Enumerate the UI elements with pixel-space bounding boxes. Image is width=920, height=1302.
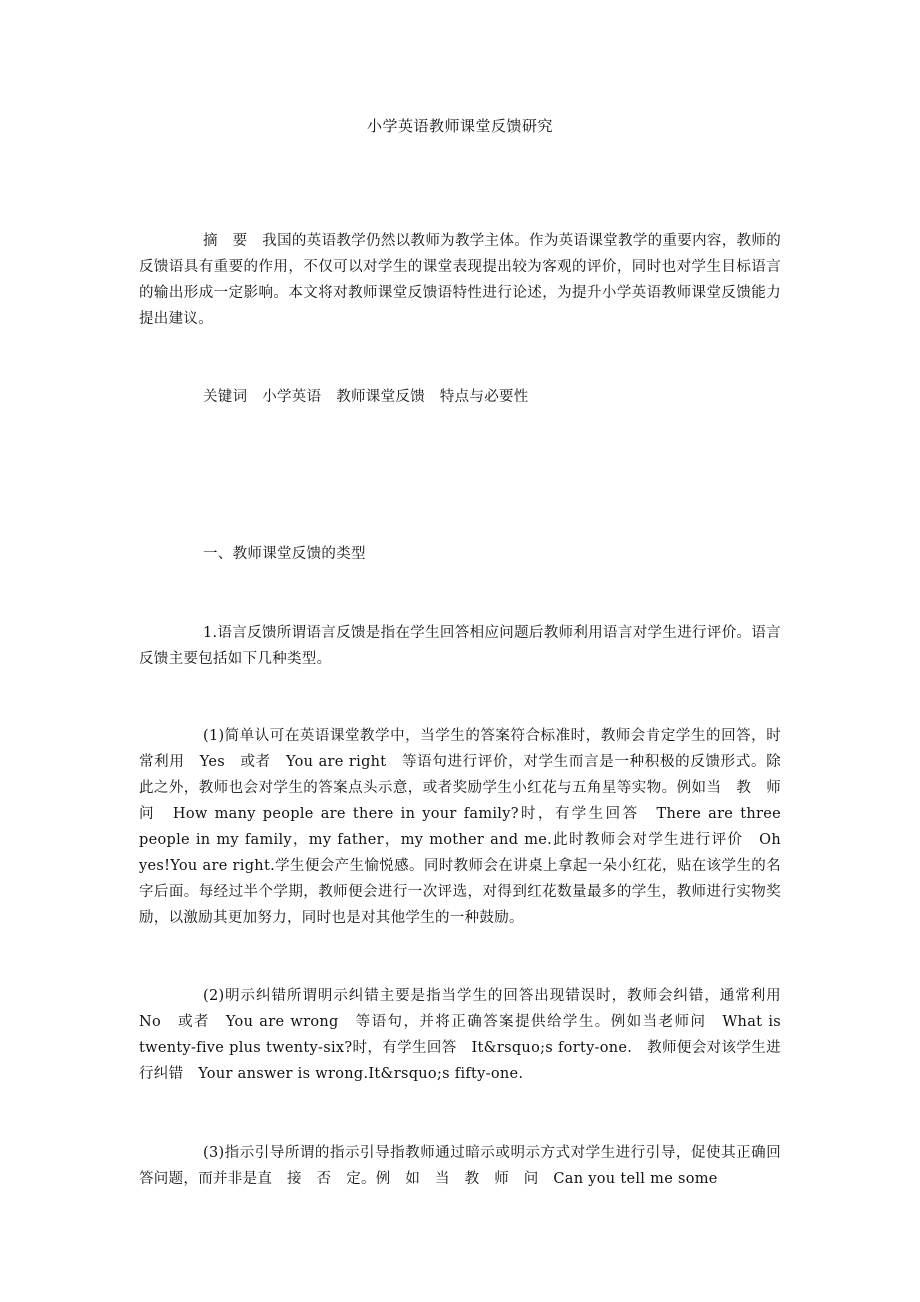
page-title: 小学英语教师课堂反馈研究 bbox=[366, 117, 553, 135]
body-paragraph-1: 1.语言反馈所谓语言反馈是指在学生回答相应问题后教师利用语言对学生进行评价。语言反馈主要包括如下几种类型。 bbox=[139, 625, 781, 667]
section-heading: 一、教师课堂反馈的类型 bbox=[203, 546, 366, 562]
body-paragraph-1-2: (2)明示纠错所谓明示纠错主要是指当学生的回答出现错误时，教师会纠错，通常利用 No 或者 You are wrong 等语句，并将正确答案提供给学生。例如当老师问 What is twenty-five plus twenty-six?时，有学生回答 It&rsquo;s forty-one. 教师便会对该学生进行纠错 Your answer is wrong.It&rsquo;s fifty-one. bbox=[139, 988, 796, 1082]
body-paragraph-1-1: (1)简单认可在英语课堂教学中，当学生的答案符合标准时，教师会肯定学生的回答，时常利用 Yes 或者 You are right 等语句进行评价，对学生而言是一种积极的反馈形式。除此之外，教师也会对学生的答案点头示意，或者奖励学生小红花与五角星等实物。例如当 教 师 问 How many people are there in your family?时，有学生回答 There are three people in my family，my father，my mother and me.此时教师会对学生进行评价 Oh yes!You are right.学生便会产生愉悦感。同时教师会在讲桌上拿起一朵小红花，贴在该学生的名字后面。每经过半个学期，教师便会进行一次评选，对得到红花数量最多的学生，教师进行实物奖励，以激励其更加努力，同时也是对其他学生的一种鼓励。 bbox=[139, 728, 796, 926]
keywords-line: 关键词 小学英语 教师课堂反馈 特点与必要性 bbox=[203, 389, 529, 405]
abstract-paragraph: 摘 要 我国的英语教学仍然以教师为教学主体。作为英语课堂教学的重要内容，教师的反馈语具有重要的作用，不仅可以对学生的课堂表现提出较为客观的评价，同时也对学生目标语言的输出形成一定影响。本文将对教师课堂反馈语特性进行论述，为提升小学英语教师课堂反馈能力提出建议。 bbox=[139, 233, 781, 327]
body-paragraph-1-3: (3)指示引导所谓的指示引导指教师通过暗示或明示方式对学生进行引导，促使其正确回答问题，而并非是直 接 否 定。例 如 当 教 师 问 Can you tell me some bbox=[139, 1145, 781, 1187]
